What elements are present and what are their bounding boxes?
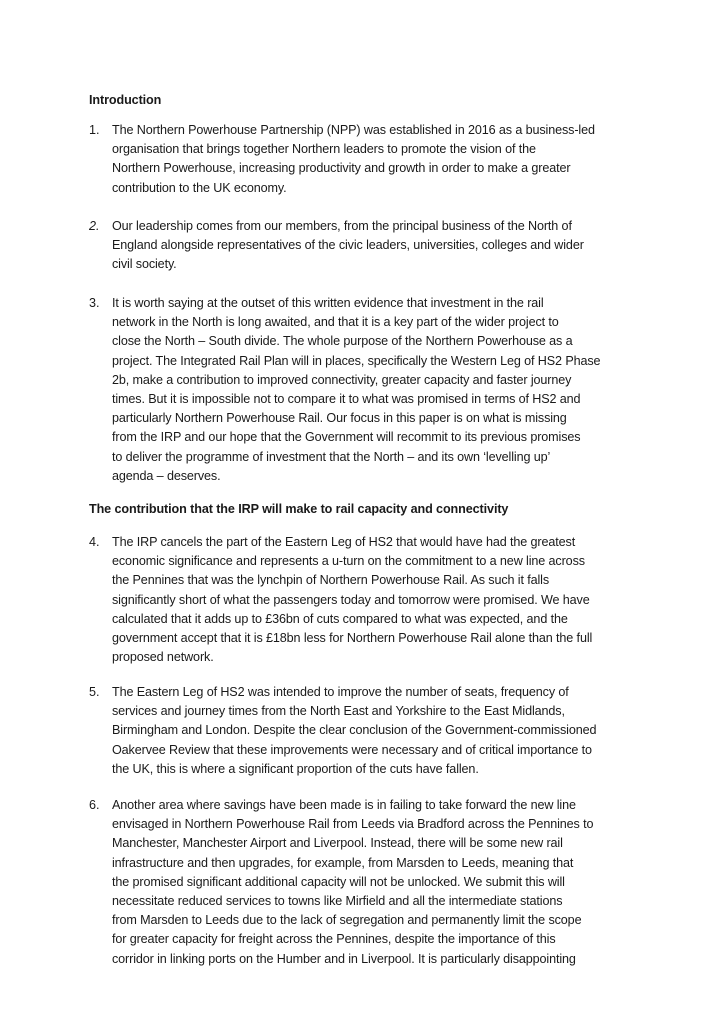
text-line: from the IRP and our hope that the Government will recommit to its previous promises: [112, 430, 581, 445]
text-line: It is worth saying at the outset of this written evidence that investment in the rail: [112, 296, 544, 310]
text-line: necessitate reduced services to towns like Mirfield and all the intermediate stations: [112, 894, 563, 909]
paragraph-text: [112, 683, 596, 779]
text-line: Manchester, Manchester Airport and Liverpool. Instead, there will be some new rail: [112, 836, 563, 851]
paragraph-number: 2.: [89, 219, 100, 233]
text-line: Oakervee Review that these improvements were necessary and of critical importance to: [112, 742, 592, 757]
text-line: civil society.: [112, 257, 177, 272]
text-line: corridor in linking ports on the Humber and in Liverpool. It is particularly disappointing: [112, 951, 576, 966]
paragraph-text: [112, 294, 600, 486]
text-line: England alongside representatives of the civic leaders, universities, colleges and wider: [112, 238, 584, 253]
text-line: Another area where savings have been made is in failing to take forward the new line: [112, 798, 576, 812]
text-line: from Marsden to Leeds due to the lack of segregation and permanently limit the scope: [112, 913, 582, 928]
text-line: The Eastern Leg of HS2 was intended to improve the number of seats, frequency of: [112, 685, 569, 699]
text-line: envisaged in Northern Powerhouse Rail from Leeds via Bradford across the Pennines to: [112, 817, 594, 832]
text-line: times. But it is impossible not to compare it to what was promised in terms of HS2 and: [112, 392, 581, 407]
text-line: government accept that it is £18bn less for Northern Powerhouse Rail alone than the full: [112, 631, 593, 646]
text-line: economic significance and represents a u-turn on the commitment to a new line across: [112, 554, 585, 569]
text-line: calculated that it adds up to £36bn of cuts compared to what was expected, and the: [112, 611, 568, 626]
paragraph-text: [112, 796, 593, 969]
text-line: significantly short of what the passengers today and tomorrow were promised. We have: [112, 592, 590, 607]
section-heading-introduction: Introduction: [89, 93, 162, 107]
text-line: organisation that brings together Northern leaders to promote the vision of the: [112, 142, 536, 157]
text-line: infrastructure and then upgrades, for example, from Marsden to Leeds, meaning that: [112, 855, 574, 870]
text-line: particularly Northern Powerhouse Rail. Our focus in this paper is on what is missing: [112, 411, 567, 426]
text-line: the Pennines that was the lynchpin of Northern Powerhouse Rail. As such it falls: [112, 573, 550, 588]
text-line: Northern Powerhouse, increasing productivity and growth in order to make a greater: [112, 161, 571, 176]
text-line: agenda – deserves.: [112, 468, 221, 483]
text-line: proposed network.: [112, 650, 214, 665]
text-line: Birmingham and London. Despite the clear conclusion of the Government-commissioned: [112, 723, 597, 738]
text-line: The IRP cancels the part of the Eastern Leg of HS2 that would have had the greatest: [112, 535, 576, 549]
text-line: the promised significant additional capacity will not be unlocked. We submit this will: [112, 874, 565, 889]
text-line: network in the North is long awaited, and that it is a key part of the wider project to: [112, 315, 559, 330]
paragraph-number: 6.: [89, 798, 100, 812]
section-heading-irp-contribution: The contribution that the IRP will make to rail capacity and connectivity: [89, 502, 509, 516]
text-line: close the North – South divide. The whole purpose of the Northern Powerhouse as a: [112, 334, 573, 349]
paragraph-number: 5.: [89, 685, 100, 699]
paragraph-number: 1.: [89, 123, 100, 137]
text-line: contribution to the UK economy.: [112, 180, 287, 195]
text-line: The Northern Powerhouse Partnership (NPP) was established in 2016 as a business-led: [112, 123, 595, 137]
text-line: to deliver the programme of investment that the North – and its own ‘levelling up’: [112, 449, 551, 464]
text-line: project. The Integrated Rail Plan will in places, specifically the Western Leg of HS2 Phase: [112, 353, 601, 368]
paragraph-text: [112, 217, 584, 275]
text-line: Our leadership comes from our members, from the principal business of the North of: [112, 219, 572, 233]
text-line: 2b, make a contribution to improved connectivity, greater capacity and faster journey: [112, 372, 572, 387]
paragraph-number: 4.: [89, 535, 100, 549]
paragraph-text: [112, 121, 595, 198]
text-line: services and journey times from the North East and Yorkshire to the East Midlands,: [112, 704, 565, 719]
paragraph-text: [112, 533, 592, 667]
paragraph-number: 3.: [89, 296, 100, 310]
text-line: the UK, this is where a significant proportion of the cuts have fallen.: [112, 761, 479, 776]
text-line: for greater capacity for freight across the Pennines, despite the importance of this: [112, 932, 556, 947]
